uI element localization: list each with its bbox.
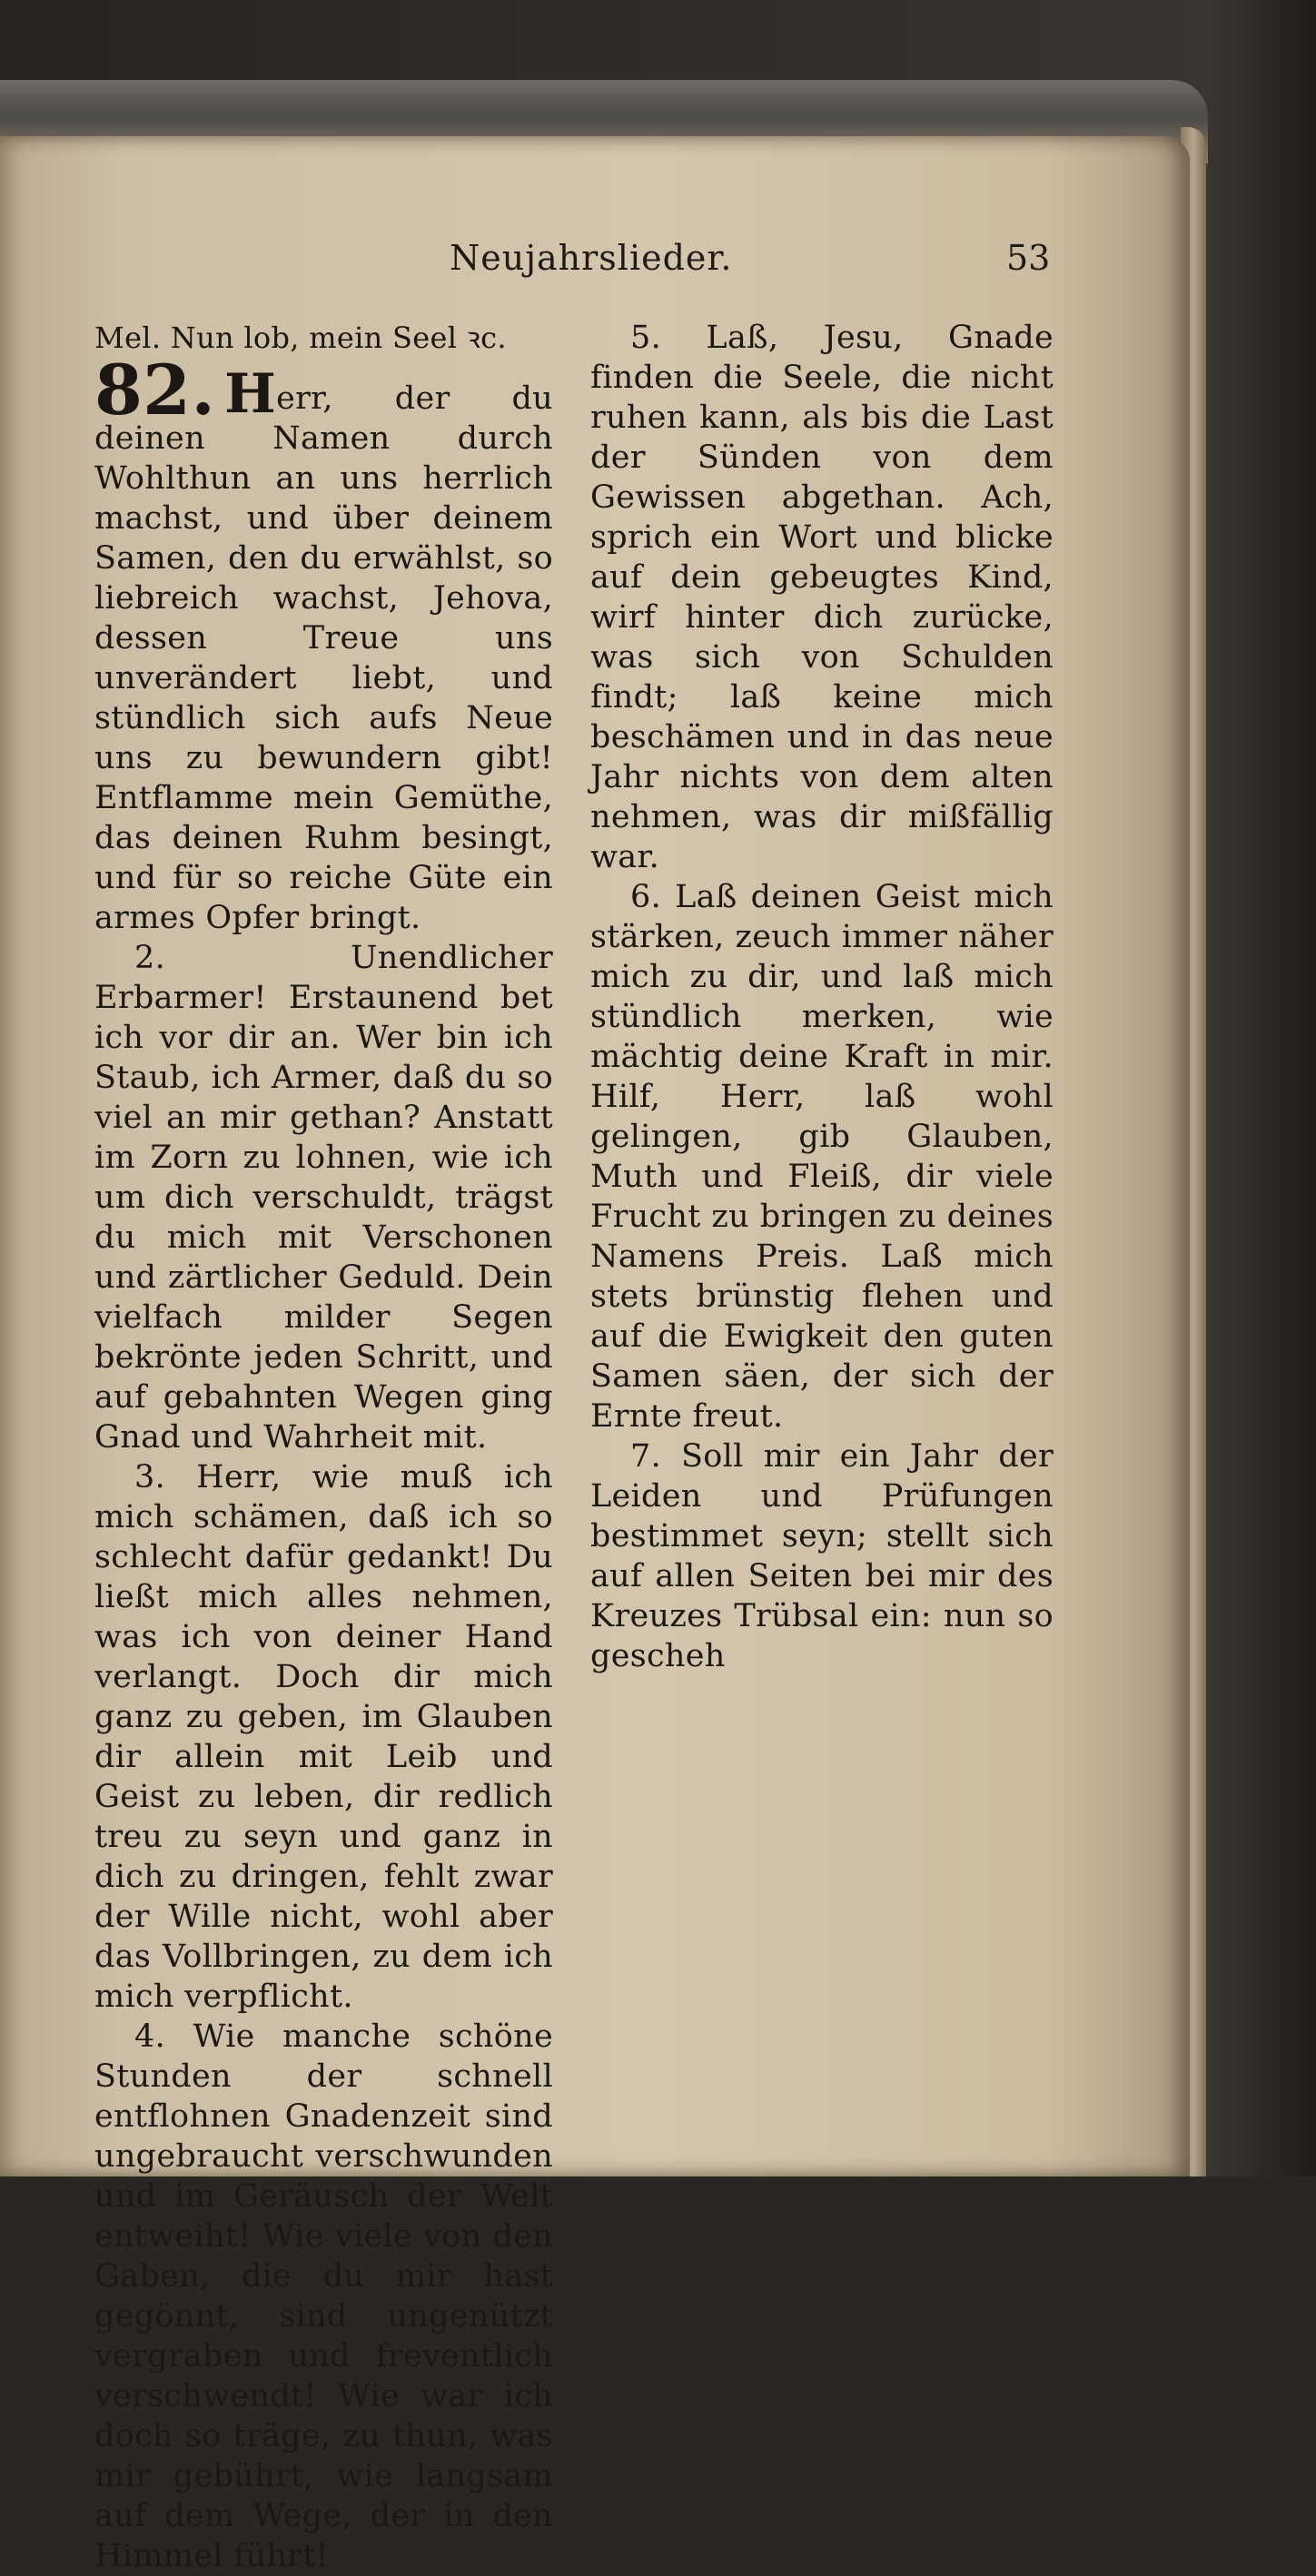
verse-6: 6. Laß deinen Geist mich stärken, zeuch immer näher mich zu dir, und laß mich stündlich merken, wie mächtig deine Kraft in mir. Hilf, Herr, laß wohl gelingen, gib Glauben, Muth und Fleiß, dir viele Frucht zu bringen zu deines Namens Preis. Laß mich stets brünstig flehen und auf die Ewigkeit den guten Samen säen, der sich der Ernte freut. bbox=[590, 879, 1054, 1435]
page-number: 53 bbox=[1006, 238, 1051, 278]
verse-2: 2. Unendlicher Erbarmer! Erstaunend bet ich vor dir an. Wer bin ich Staub, ich Armer, daß du so viel an mir gethan? Anstatt im Zorn zu lohnen, wie ich um dich verschuldt, trägst du mich mit Verschonen und zärtlicher Geduld. Dein vielfach milder Segen bekrönte jeden Schritt, und auf gebahnten Wegen ging Gnad und Wahrheit mit. bbox=[94, 940, 553, 1456]
verse-5: 5. Laß, Jesu, Gnade finden die Seele, die nicht ruhen kann, als bis die Last der Sünden von dem Gewissen abgethan. Ach, sprich ein Wort und blicke auf dein gebeugtes Kind, wirf hinter dich zurücke, was sich von Schulden findt; laß keine mich beschämen und in das neue Jahr nichts von dem alten nehmen, was dir mißfällig war. bbox=[590, 320, 1054, 875]
left-column bbox=[94, 318, 553, 2576]
page-header bbox=[0, 238, 1190, 292]
melody-line: Mel. Nun lob, mein Seel ꝛc. bbox=[94, 321, 507, 355]
verse-1-text: err, der du deinen Namen durch Wohlthun an uns herrlich machst, und über deinem Samen, den du erwählst, so liebreich wachst, Jehova, dessen Treue uns unverändert liebt, und stündlich sich aufs Neue uns zu bewundern gibt! Entflamme mein Gemüthe, das deinen Ruhm besingt, und für so reiche Güte ein armes Opfer bringt. bbox=[94, 380, 553, 936]
hymn-number: 82. bbox=[94, 350, 216, 430]
verse-1 bbox=[94, 350, 553, 938]
running-title: Neujahrslieder. bbox=[450, 238, 733, 278]
right-column bbox=[590, 318, 1054, 1676]
verse-4: 4. Wie manche schöne Stunden der schnell entflohnen Gnadenzeit sind ungebraucht verschwunden und im Geräusch der Welt entweiht! Wie viele von den Gaben, die du mir hast gegönnt, sind ungenützt vergraben und freventlich verschwendt! Wie war ich doch so träge, zu thun, was mir gebührt, wie langsam auf dem Wege, der in den Himmel führt! bbox=[94, 2018, 553, 2574]
verse-7: 7. Soll mir ein Jahr der Leiden und Prüfungen bestimmet seyn; stellt sich auf allen Seiten bei mir des Kreuzes Trübsal ein: nun so gescheh bbox=[590, 1438, 1054, 1674]
verse-3: 3. Herr, wie muß ich mich schämen, daß ich so schlecht dafür gedankt! Du ließt mich alles nehmen, was ich von deiner Hand verlangt. Doch dir mich ganz zu geben, im Glauben dir allein mit Leib und Geist zu leben, dir redlich treu zu seyn und ganz in dich zu dringen, fehlt zwar der Wille nicht, wohl aber das Vollbringen, zu dem ich mich verpflicht. bbox=[94, 1459, 553, 2015]
initial-letter: H bbox=[224, 362, 277, 426]
